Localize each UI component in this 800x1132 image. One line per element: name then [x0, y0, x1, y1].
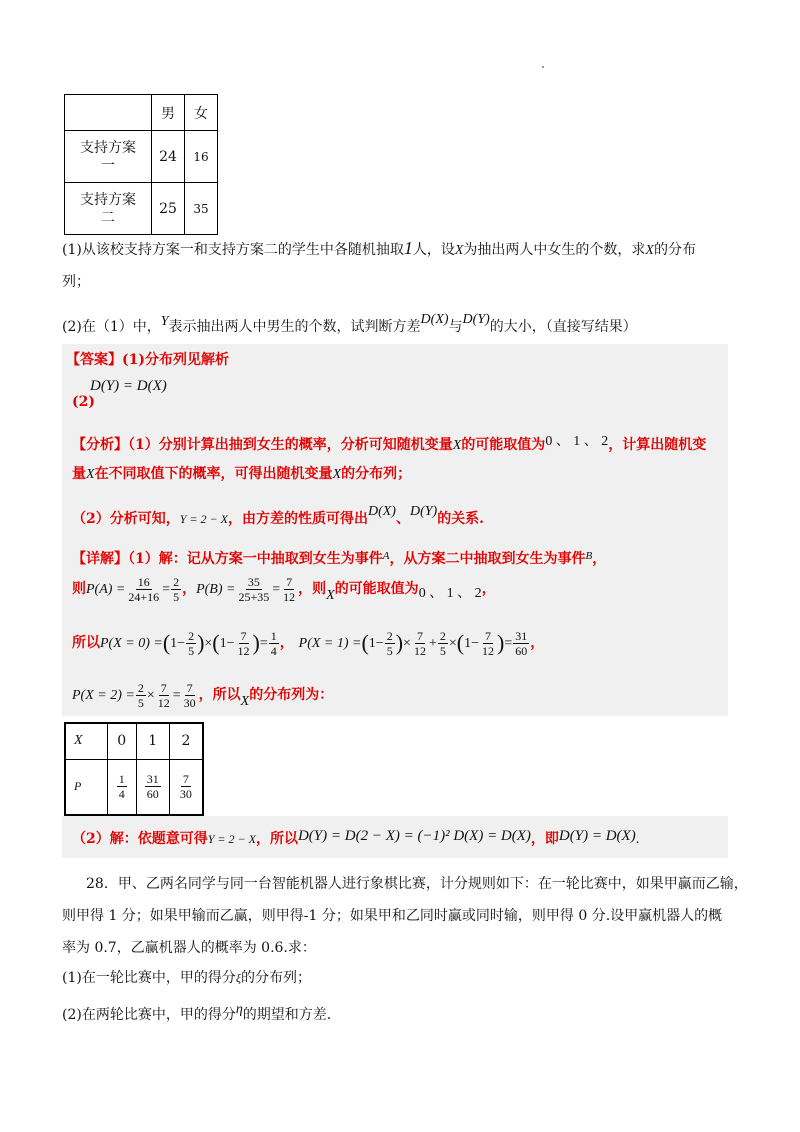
- analysis-line-1: 【分析】（1）分别计算出抽到女生的概率，分析可知随机变量X的可能取值为0 、 1 、 2，计算出随机变: [72, 434, 707, 453]
- table-cell: 25: [152, 183, 185, 235]
- table-cell: 24: [152, 131, 185, 183]
- question-28-line-3: 率为 0.7，乙赢机器人的概率为 0.6.求：: [62, 940, 316, 956]
- answer-part-2-formula: D(Y) = D(X): [90, 378, 167, 394]
- question-28-line-4: (1)在一轮比赛中，甲的得分ξ的分布列；: [62, 970, 311, 986]
- table-row-label: 支持方案 一: [65, 131, 152, 183]
- table-cell: 0: [107, 723, 136, 759]
- table-cell: 2: [169, 723, 203, 759]
- table-cell: $\frac{31}{60}$: [136, 759, 169, 815]
- detail-line-2: 则P(A) = $\frac{16}{24+16}$ = $\frac{2}{5}$ ，P(B) = $\frac{35}{25+35}$ = $\frac{7}{12}$ ，则X的可能取值为0 、 1 、 2，: [72, 574, 496, 604]
- distribution-table: [64, 722, 204, 816]
- analysis-line-2: 量X在不同取值下的概率，可得出随机变量X的分布列；: [72, 466, 412, 482]
- table-cell: 35: [185, 183, 218, 235]
- question-28-line-2: 则甲得 1 分；如果甲输而乙赢，则甲得-1 分；如果甲和乙同时赢或同时输，则甲得 0 分.设甲赢机器人的概: [62, 908, 723, 924]
- detail-line-1: 【详解】（1）解：记从方案一中抽取到女生为事件$^A$，从方案二中抽取到女生为事件$^B$，: [72, 550, 607, 567]
- answer-part-2-label: (2): [72, 394, 95, 410]
- table-cell: $\frac{7}{30}$: [169, 759, 203, 815]
- table-cell: $\frac{1}{4}$: [107, 759, 136, 815]
- detail-line-3: 所以P(X = 0) =(1− $\frac{2}{5}$ )×(1− $\frac{7}{12}$ )= $\frac{1}{4}$ ， P(X = 1) =(1− $\frac{2}{5}$ )× $\frac{7}{12}$ + $\frac{2}{5}$ ×(1− $\frac{7}{12}$ )= $\frac{31}{60}$ ，: [72, 628, 545, 658]
- table-row-label: 支持方案 二: [65, 183, 152, 235]
- question-2: (2)在（1）中，Y表示抽出两人中男生的个数，试判断方差D(X)与D(Y)的大小，（直接写结果）: [62, 312, 637, 335]
- answer-title: 【答案】(1)分布列见解析: [66, 352, 229, 368]
- table-cell: X: [65, 723, 107, 759]
- table-cell: 1: [136, 723, 169, 759]
- part-2-solution: （2）解：依题意可得Y = 2 − X，所以D(Y) = D(2 − X) = (−1)² D(X) = D(X)，即D(Y) = D(X).: [72, 828, 640, 847]
- question-1-line-1: (1)从该校支持方案一和支持方案二的学生中各随机抽取1人，设X为抽出两人中女生的个数，求X的分布: [62, 238, 696, 258]
- question-28-line-5: (2)在两轮比赛中，甲的得分η的期望和方差.: [62, 1002, 332, 1023]
- page-dot: [542, 66, 544, 68]
- table-header-male: 男: [152, 95, 185, 131]
- question-1-line-2: 列；: [62, 274, 90, 290]
- survey-table: [64, 94, 218, 235]
- table-header-female: 女: [185, 95, 218, 131]
- question-28-line-1: 28．甲、乙两名同学与同一台智能机器人进行象棋比赛，计分规则如下：在一轮比赛中，如果甲赢而乙输，: [86, 876, 748, 892]
- analysis-line-3: （2）分析可知，Y = 2 − X，由方差的性质可得出D(X)、D(Y)的关系.: [72, 504, 485, 527]
- detail-line-4: P(X = 2) = $\frac{2}{5}$ × $\frac{7}{12}$ = $\frac{7}{30}$ ，所以X的分布列为：: [72, 680, 334, 710]
- table-cell: P: [65, 759, 107, 815]
- table-cell: 16: [185, 131, 218, 183]
- table-header-blank: [65, 95, 152, 131]
